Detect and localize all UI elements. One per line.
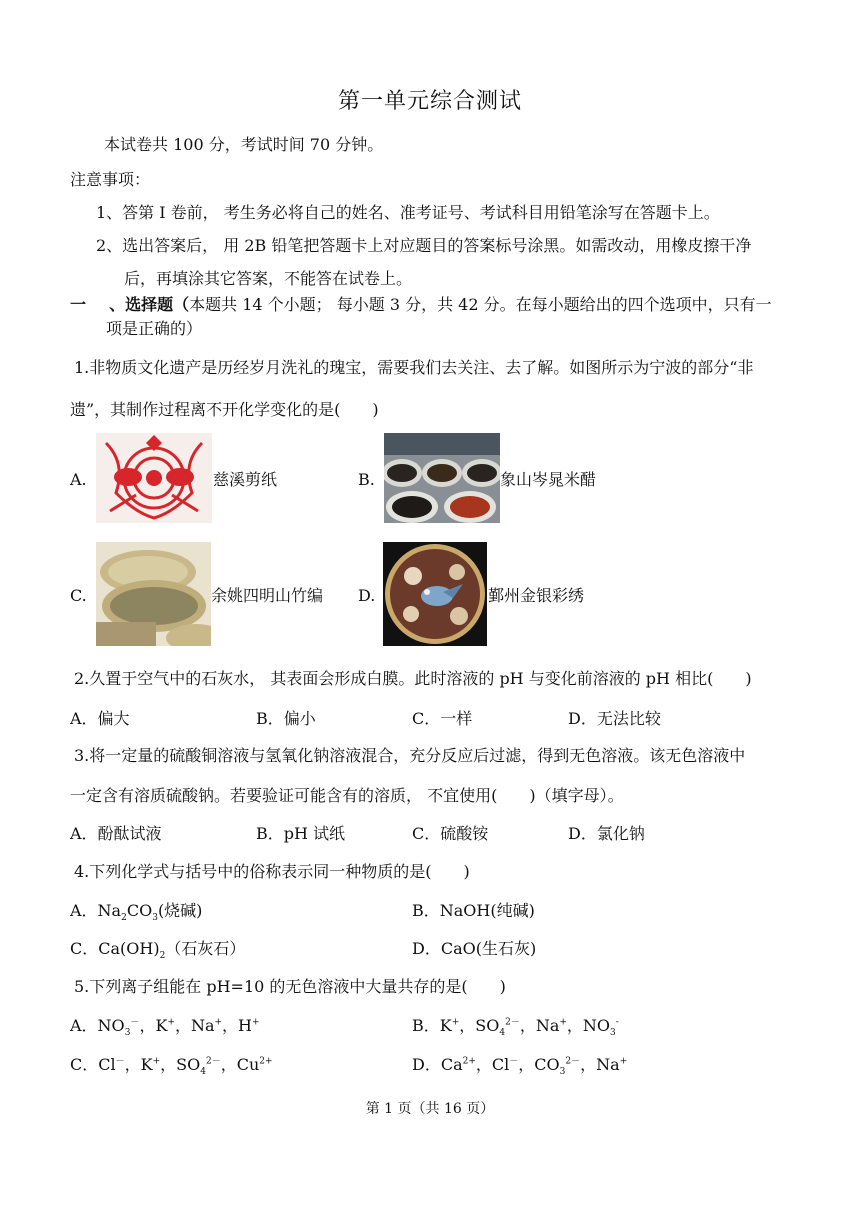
q1-stem-line-2: 遗”，其制作过程离不开化学变化的是( )	[70, 400, 379, 419]
q2-option-c: C．一样	[412, 709, 473, 728]
q3-stem-line-1: 3.将一定量的硫酸铜溶液与氢氧化钠溶液混合，充分反应后过滤，得到无色溶液。该无色溶液中	[74, 746, 746, 765]
notes-heading: 注意事项：	[70, 170, 151, 189]
q5-stem: 5.下列离子组能在 pH=10 的无色溶液中大量共存的是( )	[74, 977, 506, 996]
q3-stem-line-2: 一定含有溶质硫酸钠。若要验证可能含有的溶质， 不宜使用( )（填字母）。	[70, 786, 624, 805]
q3-option-c: C．硫酸铵	[412, 824, 489, 843]
q2-option-b: B．偏小	[256, 709, 316, 728]
q5-option-d: D．$Ca^{2+}$，Cl－，$CO_3^{2-}$，Na+	[412, 1055, 628, 1078]
q3-option-b: B．pH 试纸	[256, 824, 346, 843]
note-2-line-1: 2、选出答案后， 用 2B 铅笔把答题卡上对应题目的答案标号涂黑。如需改动，用橡皮擦干净	[96, 236, 752, 255]
bamboo-steamer-image	[96, 542, 211, 646]
section-1-number: 一	[70, 295, 87, 314]
q1-option-b-caption: 象山岑晁米醋	[500, 470, 597, 489]
q1-stem-line-1: 1.非物质文化遗产是历经岁月洗礼的瑰宝，需要我们去关注、去了解。如图所示为宁波的部分“非	[74, 358, 754, 377]
q5-option-a: A．$NO_3^-$，K+，Na+，H+	[70, 1016, 260, 1039]
q4-option-b: B．NaOH(纯碱)	[412, 901, 535, 920]
vinegar-jars-image	[384, 433, 500, 523]
q4-option-a: A．$Na_2CO_3$(烧碱)	[70, 901, 203, 924]
embroidery-image	[383, 542, 487, 646]
q1-option-b-letter: B.	[358, 470, 375, 489]
section-1-desc: 本题共 14 个小题； 每小题 3 分，共 42 分。在每小题给出的四个选项中，只有一	[189, 295, 772, 314]
q1-option-d-letter: D.	[358, 586, 376, 605]
q4-option-c: C．$Ca(OH)_2$（石灰石）	[70, 939, 246, 962]
section-1-desc-line-2: 项是正确的）	[106, 319, 203, 338]
paper-cutting-image	[96, 433, 212, 523]
q2-stem: 2.久置于空气中的石灰水， 其表面会形成白膜。此时溶液的 pH 与变化前溶液的 pH 相比( )	[74, 669, 752, 688]
q1-option-c-letter: C.	[70, 586, 87, 605]
note-1: 1、答第 I 卷前， 考生务必将自己的姓名、准考证号、考试科目用铅笔涂写在答题卡上。	[96, 203, 720, 222]
q5-option-b: B．K+，$SO_4^{2-}$，Na+，$NO_3^-$	[412, 1016, 619, 1039]
q1-option-a-caption: 慈溪剪纸	[213, 470, 278, 489]
q4-option-d: D．CaO(生石灰)	[412, 939, 537, 958]
q4-stem: 4.下列化学式与括号中的俗称表示同一种物质的是( )	[74, 862, 470, 881]
q5-option-c: C．Cl－，K+，$SO_4^{2-}$，$Cu^{2+}$	[70, 1055, 273, 1078]
q2-option-a: A．偏大	[70, 709, 130, 728]
section-1-title: 、选择题（	[109, 295, 190, 314]
q1-option-d-caption: 鄞州金银彩绣	[488, 586, 585, 605]
q1-option-a-letter: A.	[70, 470, 87, 489]
q3-option-d: D．氯化钠	[568, 824, 645, 843]
page-title: 第一单元综合测试	[337, 89, 522, 114]
q2-option-d: D．无法比较	[568, 709, 661, 728]
page-footer: 第 1 页（共 16 页）	[365, 1101, 495, 1117]
q3-option-a: A．酚酞试液	[70, 824, 162, 843]
note-2-line-2: 后，再填涂其它答案，不能答在试卷上。	[124, 269, 413, 288]
section-1-heading	[70, 295, 772, 315]
exam-intro: 本试卷共 100 分，考试时间 70 分钟。	[104, 135, 384, 154]
q1-option-c-caption: 余姚四明山竹编	[211, 586, 324, 605]
